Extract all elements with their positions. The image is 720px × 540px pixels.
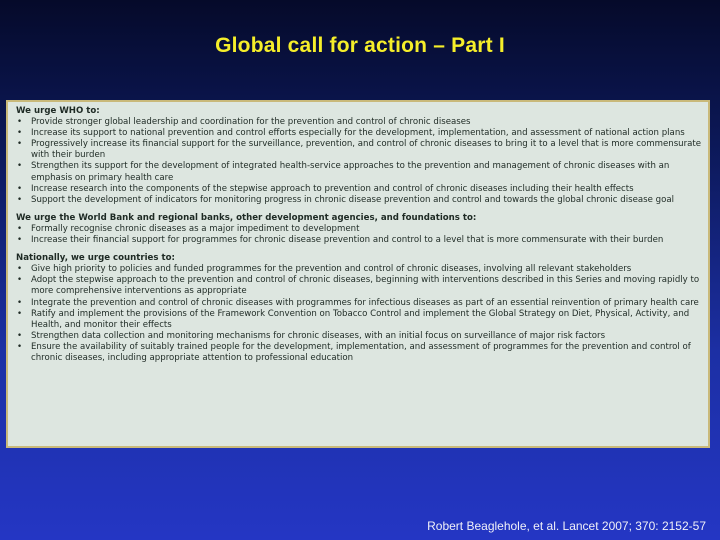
list-item-text: Give high priority to policies and funded programmes for the prevention and control of chronic diseases, involving all relevant stakeholders [31,264,632,275]
bullet-icon: • [17,194,23,205]
list-item-text: Increase its support to national prevention and control efforts especially for the development, implementation, and assessment of national action plans [31,128,685,139]
list-item-text: Support the development of indicators for monitoring progress in chronic disease prevention and control and towards the global chronic disease goal [31,194,674,205]
bullet-icon: • [17,330,23,341]
bullet-list [16,117,702,206]
bullet-icon: • [17,161,23,172]
list-item-text: Integrate the prevention and control of chronic diseases with programmes for infectious diseases as part of an essential reinvention of primary health care [31,297,699,308]
content-panel [6,100,710,448]
list-item [16,264,702,275]
list-item [16,309,702,331]
list-item-text: Provide stronger global leadership and coordination for the prevention and control of chronic diseases [31,117,471,128]
bullet-icon: • [17,341,23,352]
list-item [16,342,702,364]
list-item-text: Strengthen its support for the development of integrated health-service approaches to the prevention and management of chronic diseases with an emphasis on primary health care [31,161,670,183]
list-item [16,331,702,342]
section-heading: We urge WHO to: [16,106,100,116]
bullet-icon: • [17,275,23,286]
bullet-icon: • [17,117,23,128]
section-countries [16,253,702,364]
bullet-icon: • [17,183,23,194]
bullet-list [16,224,702,246]
list-item [16,139,702,161]
list-item [16,275,702,297]
list-item-text: Formally recognise chronic diseases as a major impediment to development [31,223,360,234]
bullet-icon: • [17,308,23,319]
list-item [16,235,702,246]
list-item [16,195,702,206]
list-item [16,117,702,128]
list-item-text: Progressively increase its financial support for the surveillance, prevention, and control of chronic diseases to bring it to a level that is more commensurate with their burden [31,139,702,161]
section-banks-agencies [16,213,702,246]
list-item-text: Adopt the stepwise approach to the prevention and control of chronic diseases, beginning with interventions described in this Series and moving rapidly to more comprehensive interventions as appropriate [31,275,700,297]
section-who [16,106,702,206]
section-heading: Nationally, we urge countries to: [16,253,175,264]
bullet-icon: • [17,264,23,275]
list-item-text: Ensure the availability of suitably trained people for the development, implementation, and assessment of programmes for the prevention and control of chronic diseases, including appropriate attention to professional education [31,341,691,363]
list-item-text: Increase their financial support for programmes for chronic disease prevention and control to a level that is more commensurate with their burden [31,235,664,246]
citation: Robert Beaglehole, et al. Lancet 2007; 370: 2152-57 [427,519,706,533]
list-item [16,298,702,309]
bullet-icon: • [17,128,23,139]
list-item-text: Strengthen data collection and monitoring mechanisms for chronic diseases, with an initial focus on surveillance of major risk factors [31,330,606,341]
bullet-icon: • [17,139,23,150]
list-item [16,184,702,195]
list-item [16,224,702,235]
bullet-list [16,264,702,364]
section-heading: We urge the World Bank and regional banks, other development agencies, and foundations to: [16,212,477,223]
list-item [16,161,702,183]
list-item-text: Increase research into the components of the stepwise approach to prevention and control of chronic diseases including their health effects [31,183,634,194]
list-item [16,128,702,139]
slide-title: Global call for action – Part I [215,34,505,57]
bullet-icon: • [17,235,23,246]
list-item-text: Ratify and implement the provisions of the Framework Convention on Tobacco Control and implement the Global Strategy on Diet, Physical, Activity, and Health, and monitor their effects [31,308,690,330]
bullet-icon: • [17,297,23,308]
bullet-icon: • [17,223,23,234]
